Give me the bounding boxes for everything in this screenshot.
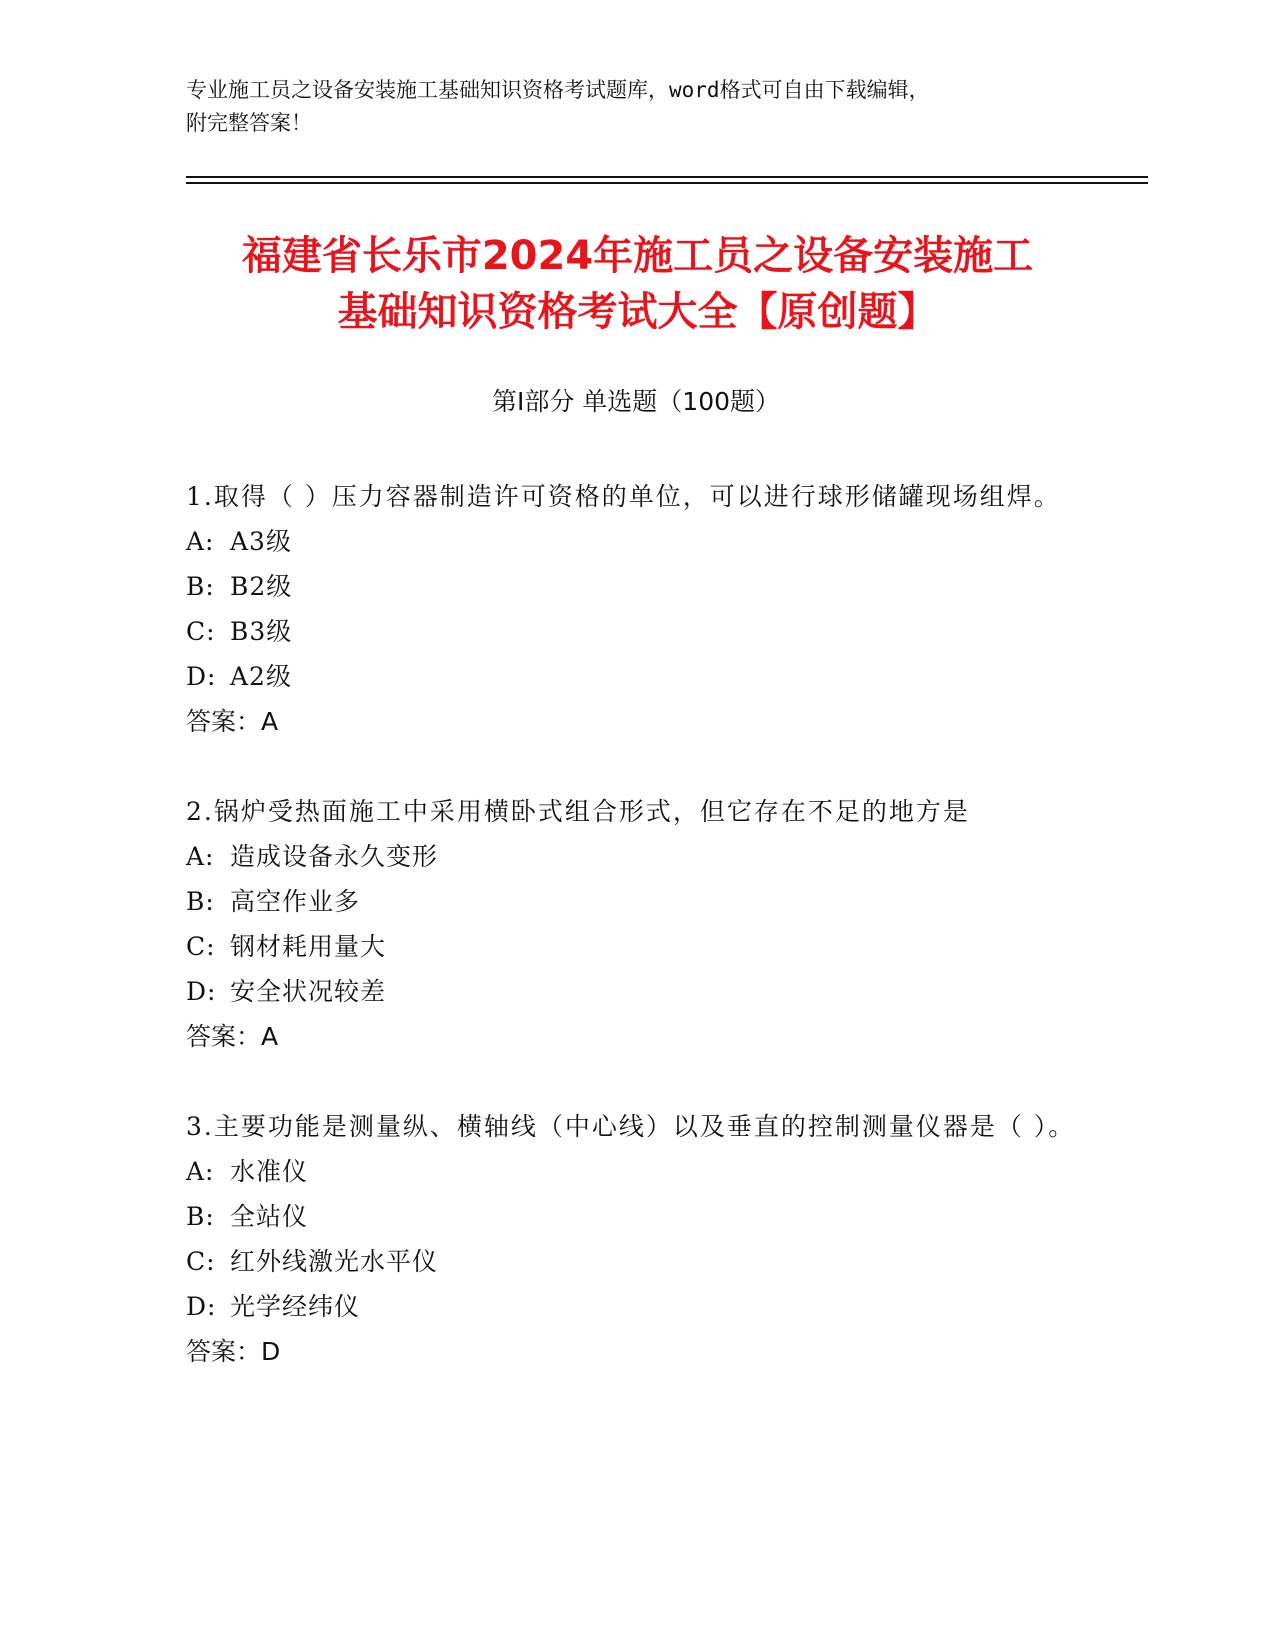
option-letter: D: bbox=[186, 977, 217, 1006]
question-stem: 3.主要功能是测量纵、横轴线（中心线）以及垂直的控制测量仪器是（ ）。 bbox=[186, 1112, 1076, 1141]
option-c bbox=[186, 924, 1086, 969]
question-list bbox=[186, 474, 1086, 1374]
option-letter: A: bbox=[186, 1157, 215, 1186]
option-d bbox=[186, 654, 1086, 699]
answer-line: 答案：D bbox=[186, 1337, 281, 1366]
title-line-1: 福建省长乐市2024年施工员之设备安装施工 bbox=[241, 233, 1034, 279]
option-letter: C: bbox=[186, 1247, 216, 1276]
header-note-line-2: 附完整答案！ bbox=[186, 111, 312, 135]
option-d bbox=[186, 969, 1086, 1014]
answer-line: 答案：A bbox=[186, 1022, 279, 1051]
option-a bbox=[186, 519, 1086, 564]
option-b bbox=[186, 1194, 1086, 1239]
option-letter: B: bbox=[186, 1202, 215, 1231]
question-stem: 2.锅炉受热面施工中采用横卧式组合形式，但它存在不足的地方是 bbox=[186, 797, 970, 826]
option-text: 高空作业多 bbox=[230, 887, 361, 916]
option-text: 红外线激光水平仪 bbox=[230, 1247, 439, 1276]
option-letter: B: bbox=[186, 887, 215, 916]
option-d bbox=[186, 1284, 1086, 1329]
title-line-2: 基础知识资格考试大全【原创题】 bbox=[337, 289, 938, 335]
option-text: 光学经纬仪 bbox=[230, 1292, 361, 1321]
option-letter: D: bbox=[186, 1292, 217, 1321]
option-a bbox=[186, 834, 1086, 879]
section-heading: 第Ⅰ部分 单选题（100题） bbox=[491, 387, 781, 416]
option-c bbox=[186, 609, 1086, 654]
option-b bbox=[186, 564, 1086, 609]
option-text: A2级 bbox=[230, 662, 292, 691]
question-item-1 bbox=[186, 474, 1086, 744]
header-note-line-1: 专业施工员之设备安装施工基础知识资格考试题库，word格式可自由下载编辑， bbox=[186, 78, 930, 102]
option-letter: D: bbox=[186, 662, 217, 691]
question-item-2 bbox=[186, 789, 1086, 1059]
option-text: B3级 bbox=[230, 617, 293, 646]
option-text: B2级 bbox=[230, 572, 293, 601]
header-divider-top bbox=[186, 176, 1148, 178]
option-b bbox=[186, 879, 1086, 924]
header-divider-bottom bbox=[186, 182, 1148, 184]
option-text: 钢材耗用量大 bbox=[230, 932, 387, 961]
option-text: 造成设备永久变形 bbox=[230, 842, 439, 871]
option-text: A3级 bbox=[230, 527, 292, 556]
question-stem: 1.取得（ ）压力容器制造许可资格的单位，可以进行球形储罐现场组焊。 bbox=[186, 482, 1061, 511]
document-title bbox=[140, 228, 1135, 340]
option-a bbox=[186, 1149, 1086, 1194]
option-text: 安全状况较差 bbox=[230, 977, 387, 1006]
option-c bbox=[186, 1239, 1086, 1284]
option-text: 全站仪 bbox=[230, 1202, 309, 1231]
document-header-note bbox=[186, 74, 1086, 140]
option-letter: C: bbox=[186, 617, 216, 646]
option-letter: B: bbox=[186, 572, 215, 601]
answer-line: 答案：A bbox=[186, 707, 279, 736]
option-letter: A: bbox=[186, 842, 215, 871]
option-letter: C: bbox=[186, 932, 216, 961]
option-letter: A: bbox=[186, 527, 215, 556]
question-item-3 bbox=[186, 1104, 1086, 1374]
option-text: 水准仪 bbox=[230, 1157, 309, 1186]
